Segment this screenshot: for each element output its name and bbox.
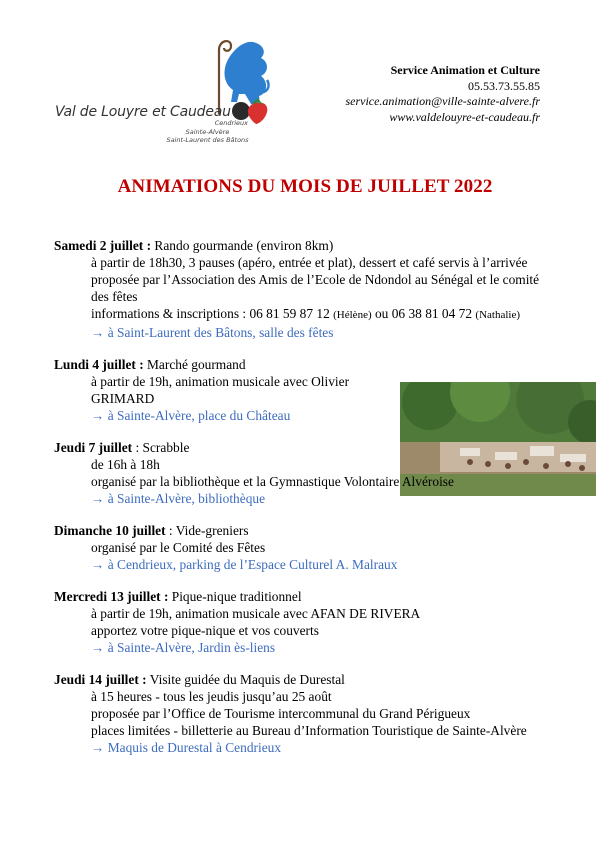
event-location: → Maquis de Durestal à Cendrieux (91, 740, 282, 755)
event-title: Pique-nique traditionnel (168, 589, 302, 604)
events-list (54, 237, 544, 771)
event-detail: à partir de 18h30, 3 pauses (apéro, entrée et plat), dessert et café servis à l’arrivée (91, 255, 528, 270)
website-link[interactable]: www.valdelouyre-et-caudeau.fr (389, 109, 540, 124)
event-date: Samedi 2 juillet : (54, 238, 152, 253)
event-title: : Scrabble (132, 440, 190, 455)
event-detail: à partir de 19h, animation musicale avec Olivier GRIMARD (91, 374, 350, 406)
email-link[interactable]: service.animation@ville-sainte-alvere.fr (345, 94, 540, 108)
event-title: Visite guidée du Maquis de Durestal (146, 672, 345, 687)
event-date: Lundi 4 juillet : (54, 357, 144, 372)
event-heading (54, 439, 544, 456)
contact-block (345, 63, 540, 125)
logo-name: Val de Louyre et Caudeau (55, 104, 231, 120)
logo-commune-saint-laurent: Saint-Laurent des Bâtons (166, 136, 249, 144)
event-scrabble (54, 439, 544, 507)
event-rando-gourmande (54, 237, 544, 341)
logo (55, 36, 285, 146)
contact-name-nathalie: (Nathalie) (475, 309, 520, 321)
event-location: → à Cendrieux, parking de l’Espace Culturel A. Malraux (91, 557, 398, 572)
event-heading (54, 522, 544, 539)
event-date: Mercredi 13 juillet : (54, 589, 169, 604)
event-note: places limitées - billetterie au Bureau d’Information Touristique de Sainte-Alvère (91, 723, 527, 738)
event-note: apportez votre pique-nique et vos couverts (91, 623, 319, 638)
event-marche-gourmand (54, 356, 544, 424)
event-location: → à Sainte-Alvère, place du Château (91, 408, 291, 423)
event-detail: à partir de 19h, animation musicale avec AFAN DE RIVERA (91, 606, 421, 621)
event-organizer: proposée par l’Office de Tourisme intercommunal du Grand Périgueux (91, 706, 471, 721)
event-heading (54, 237, 544, 254)
event-detail: à 15 heures - tous les jeudis jusqu’au 25 août (91, 689, 332, 704)
registration-label-phone-1: informations & inscriptions : 06 81 59 87 12 (91, 306, 334, 321)
event-location: → à Saint-Laurent des Bâtons, salle des fêtes (91, 325, 334, 340)
event-visite-maquis (54, 671, 544, 756)
phone-number: 05.53.73.55.85 (468, 78, 540, 93)
logo-communes (145, 119, 270, 145)
event-title: : Vide-greniers (165, 523, 249, 538)
event-organizer: organisé par le Comité des Fêtes (91, 540, 266, 555)
event-date: Dimanche 10 juillet (54, 523, 166, 538)
logo-commune-cendrieux: Cendrieux (214, 119, 248, 127)
logo-commune-sainte-alvere: Sainte-Alvère (185, 127, 230, 136)
registration-phone-2: ou 06 38 81 04 72 (371, 306, 476, 321)
event-heading (54, 356, 544, 373)
truffle-icon (232, 102, 250, 120)
event-detail: de 16h à 18h (91, 457, 160, 472)
event-vide-greniers (54, 522, 544, 573)
event-date: Jeudi 14 juillet : (54, 672, 147, 687)
event-location: → à Sainte-Alvère, bibliothèque (91, 491, 266, 506)
event-date: Jeudi 7 juillet (54, 440, 133, 455)
event-location: → à Sainte-Alvère, Jardin ès-liens (91, 640, 276, 655)
event-pique-nique (54, 588, 544, 656)
event-organizer: organisé par la bibliothèque et la Gymnastique Volontaire Alvéroise (91, 474, 454, 489)
event-organizer: proposée par l’Association des Amis de l’Ecole de Ndondol au Sénégal et le comité des fêtes (91, 272, 540, 304)
service-name: Service Animation et Culture (390, 63, 540, 77)
event-title: Rando gourmande (environ 8km) (151, 238, 334, 253)
contact-name-helene: (Hélène) (333, 309, 372, 321)
event-heading (54, 671, 544, 688)
event-heading (54, 588, 544, 605)
page-title: ANIMATIONS DU MOIS DE JUILLET 2022 (117, 176, 493, 197)
event-registration (54, 305, 544, 324)
event-title: Marché gourmand (143, 357, 246, 372)
